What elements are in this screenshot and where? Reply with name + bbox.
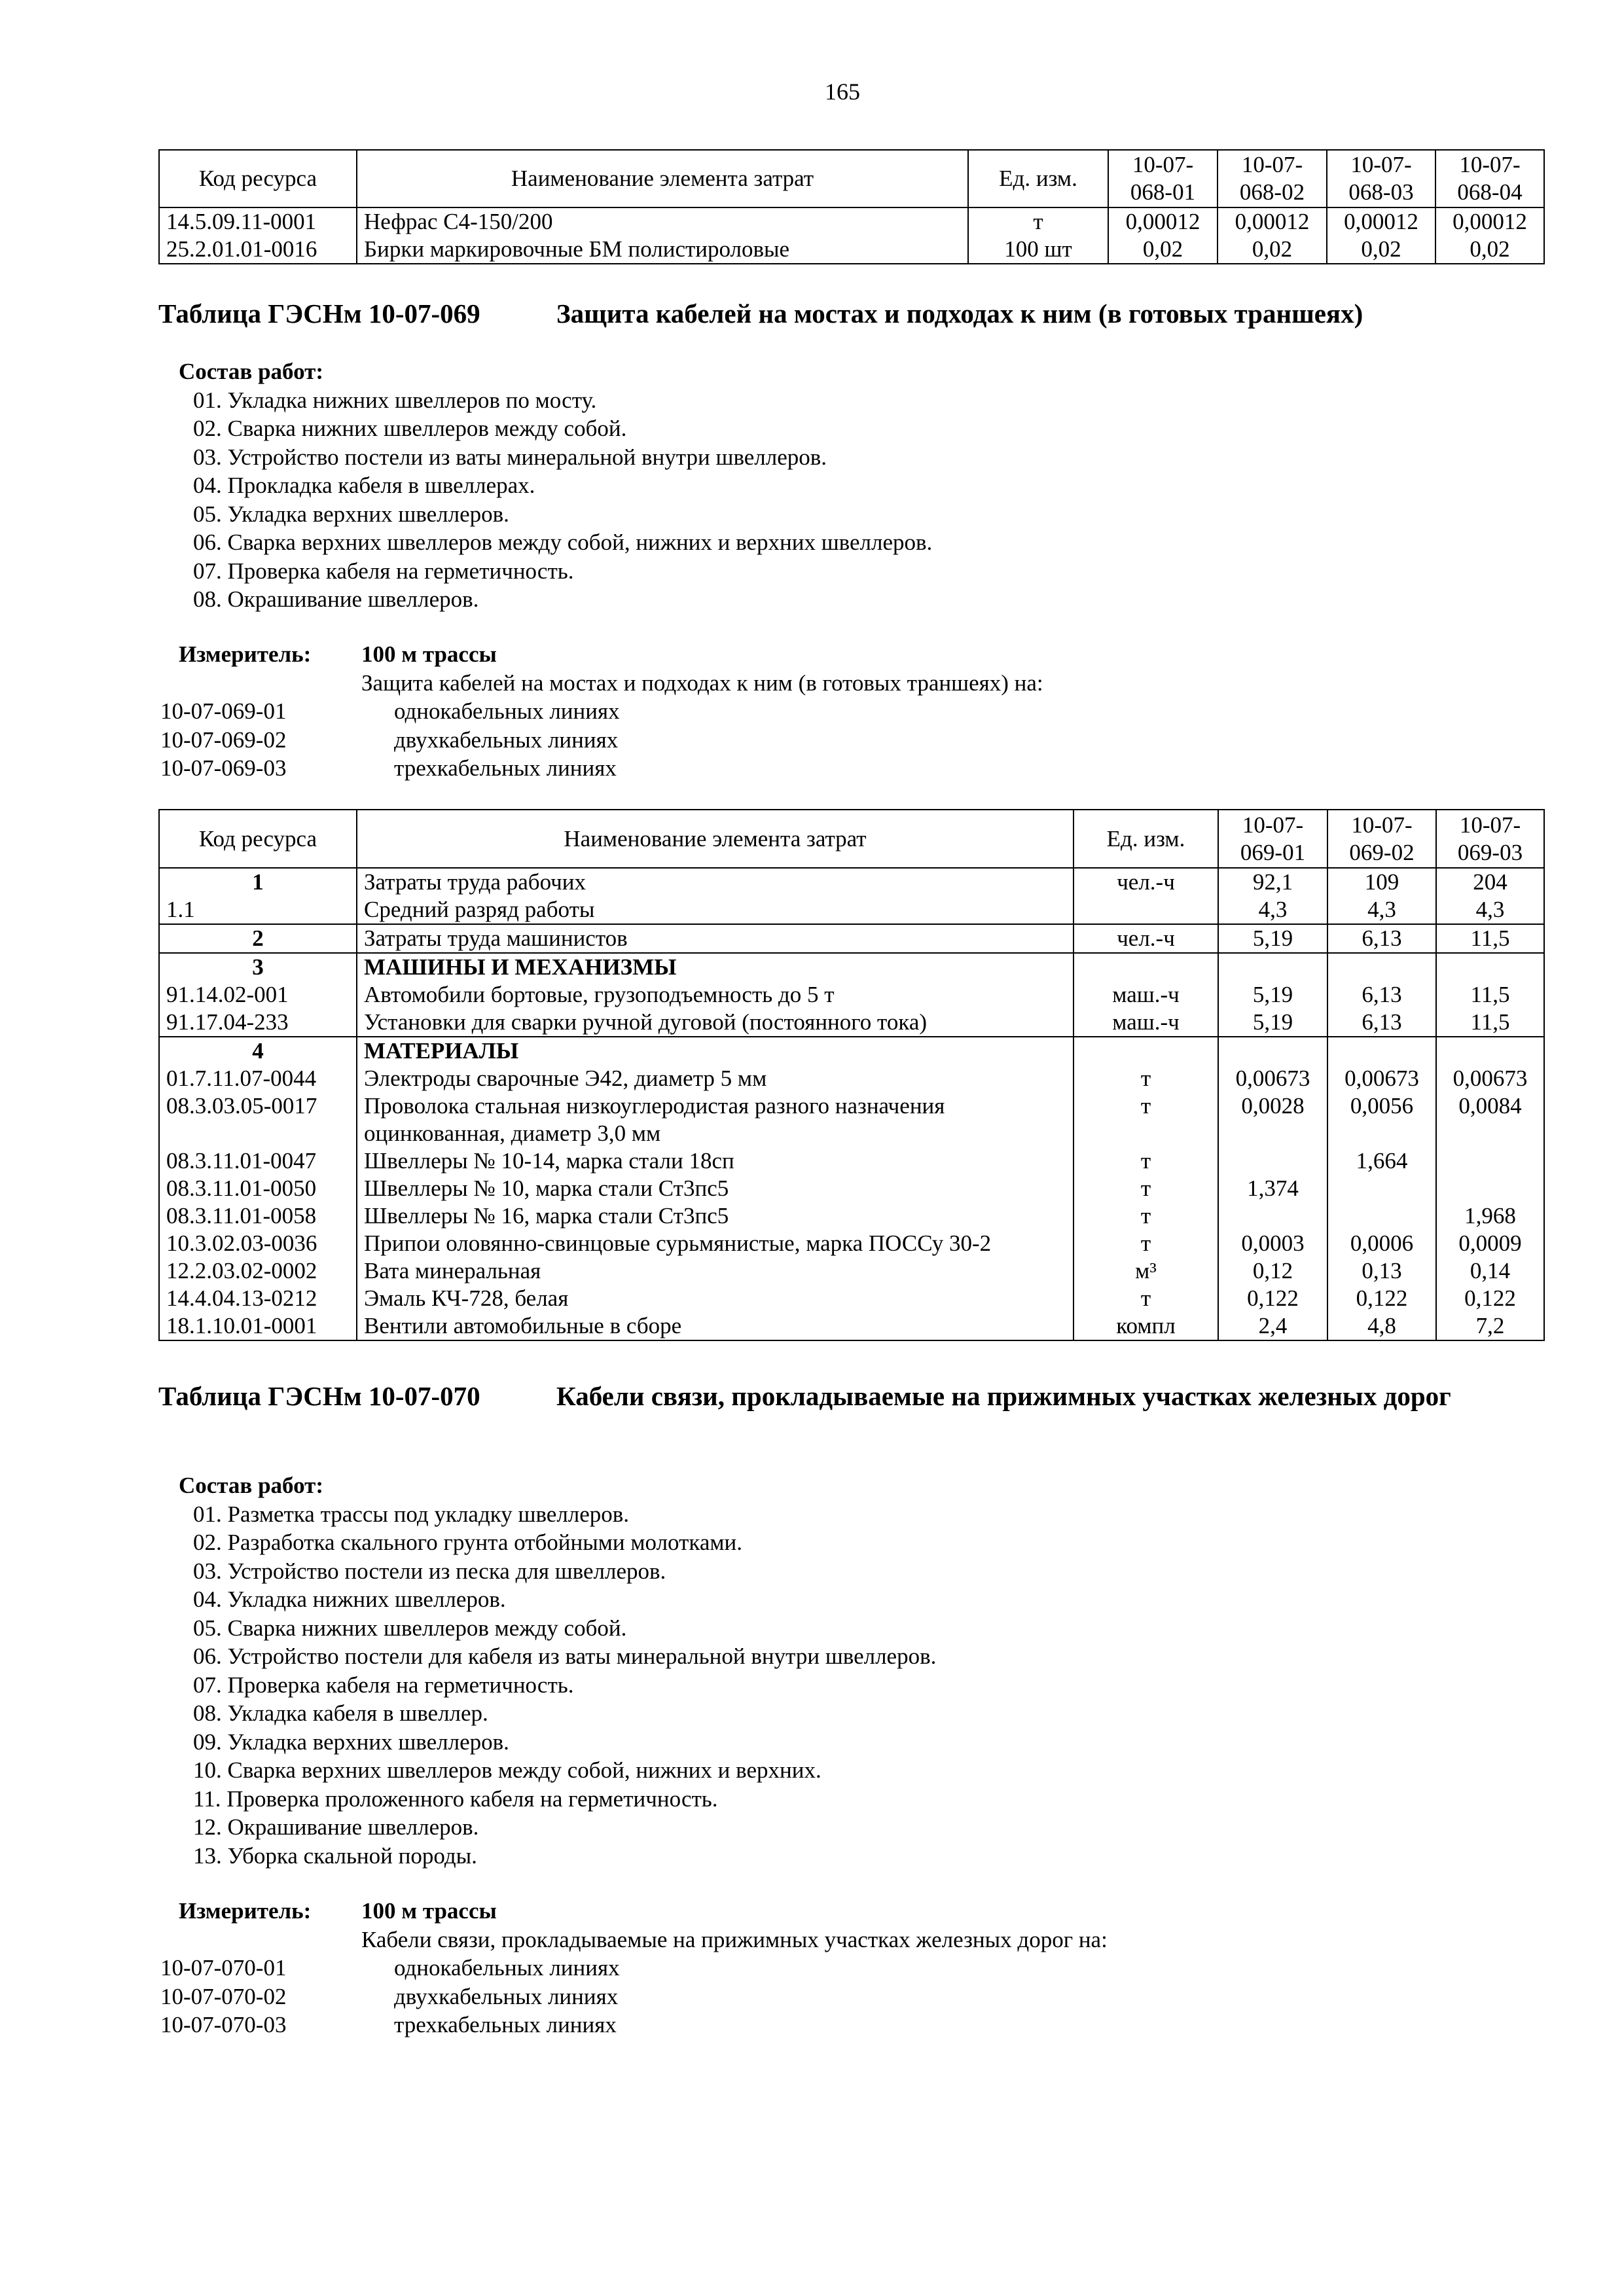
value-cell: 6,13 (1327, 924, 1436, 953)
value-cell (1327, 1175, 1436, 1202)
code-cell: 91.17.04-233 (159, 1009, 357, 1037)
table-row (159, 1230, 1544, 1257)
name-cell: Электроды сварочные Э42, диаметр 5 мм (357, 1065, 1074, 1092)
header-col: 10-07- 068-02 (1218, 150, 1327, 207)
unit-cell: 100 шт (968, 236, 1108, 264)
table-id: Таблица ГЭСНм 10-07-069 (158, 298, 480, 329)
value-cell (1218, 1202, 1327, 1230)
value-cell: 109 (1327, 868, 1436, 896)
header-col: 10-07- 069-03 (1436, 810, 1544, 868)
code-cell: 08.3.11.01-0058 (159, 1202, 357, 1230)
list-item: 06. Устройство постели для кабеля из ваты минеральной внутри швеллеров. (193, 1643, 937, 1669)
value-cell (1218, 953, 1327, 981)
meter-block-069 (160, 640, 1043, 783)
code-cell: 4 (159, 1037, 357, 1065)
value-cell: 0,00673 (1436, 1065, 1544, 1092)
list-item: 03. Устройство постели из ваты минеральной внутри швеллеров. (193, 444, 827, 470)
list-item: 01. Укладка нижних швеллеров по мосту. (193, 387, 597, 413)
item-code: 10-07-070-01 (160, 1955, 287, 1981)
code-cell: 91.14.02-001 (159, 981, 357, 1009)
name-cell: Проволока стальная низкоуглеродистая разного назначения оцинкованная, диаметр 3,0 мм (357, 1092, 1074, 1147)
code-cell: 14.4.04.13-0212 (159, 1285, 357, 1312)
value-cell: 5,19 (1218, 924, 1327, 953)
unit-cell: чел.-ч (1074, 924, 1218, 953)
header-code: Код ресурса (159, 810, 357, 868)
value-cell: 4,8 (1327, 1312, 1436, 1340)
list-item: 02. Сварка нижних швеллеров между собой. (193, 416, 627, 441)
header-col: 10-07- 068-03 (1327, 150, 1435, 207)
header-unit: Ед. изм. (968, 150, 1108, 207)
item-code: 10-07-069-02 (160, 726, 287, 753)
value-cell: 11,5 (1436, 924, 1544, 953)
meter-label: Измеритель: (179, 1898, 312, 1924)
unit-cell (1074, 953, 1218, 981)
header-code: Код ресурса (159, 150, 357, 207)
code-cell: 3 (159, 953, 357, 981)
name-cell: Припои оловянно-свинцовые сурьмянистые, марка ПОССу 30-2 (357, 1230, 1074, 1257)
code-cell: 08.3.11.01-0050 (159, 1175, 357, 1202)
header-col: 10-07- 068-04 (1435, 150, 1544, 207)
value-cell: 1,374 (1218, 1175, 1327, 1202)
header-unit: Ед. изм. (1074, 810, 1218, 868)
value-cell: 0,00673 (1218, 1065, 1327, 1092)
unit-cell: т (1074, 1092, 1218, 1147)
value-cell: 6,13 (1327, 1009, 1436, 1037)
meter-block-070 (160, 1897, 1108, 2039)
meter-value: 100 м трассы (361, 641, 497, 667)
table-title: Защита кабелей на мостах и подходах к ним (в готовых траншеях) (556, 298, 1363, 329)
works-label: Состав работ: (179, 1473, 323, 1498)
meter-description: Кабели связи, прокладываемые на прижимных участках железных дорог на: (361, 1926, 1108, 1952)
code-cell: 08.3.03.05-0017 (159, 1092, 357, 1147)
list-item: 10. Сварка верхних швеллеров между собой, нижних и верхних. (193, 1757, 821, 1783)
unit-cell: т (1074, 1065, 1218, 1092)
value-cell: 0,0084 (1436, 1092, 1544, 1147)
value-cell: 0,122 (1327, 1285, 1436, 1312)
value-cell: 6,13 (1327, 981, 1436, 1009)
value-cell: 0,12 (1218, 1257, 1327, 1285)
table-row (159, 1312, 1544, 1340)
value-cell (1218, 1037, 1327, 1065)
value-cell: 0,00012 (1327, 207, 1435, 236)
table-row (159, 924, 1544, 953)
resource-table-068 (158, 149, 1545, 264)
name-cell: Средний разряд работы (357, 896, 1074, 924)
code-cell: 1.1 (159, 896, 357, 924)
item-text: трехкабельных линиях (394, 755, 617, 781)
table-row (159, 896, 1544, 924)
list-item: 04. Прокладка кабеля в швеллерах. (193, 473, 535, 498)
value-cell: 0,00012 (1218, 207, 1327, 236)
value-cell: 0,122 (1436, 1285, 1544, 1312)
name-cell: Затраты труда рабочих (357, 868, 1074, 896)
table-row (159, 1257, 1544, 1285)
page-number: 165 (825, 79, 860, 105)
code-cell: 2 (159, 924, 357, 953)
unit-cell: чел.-ч (1074, 868, 1218, 896)
table-row (159, 1065, 1544, 1092)
name-cell: Швеллеры № 16, марка стали Ст3пс5 (357, 1202, 1074, 1230)
value-cell (1436, 1175, 1544, 1202)
value-cell: 92,1 (1218, 868, 1327, 896)
item-text: двухкабельных линиях (394, 726, 619, 753)
list-item: 07. Проверка кабеля на герметичность. (193, 558, 574, 584)
value-cell (1327, 1037, 1436, 1065)
code-cell: 10.3.02.03-0036 (159, 1230, 357, 1257)
list-item: 05. Укладка верхних швеллеров. (193, 501, 509, 527)
table-row (159, 1092, 1544, 1147)
table-row (159, 868, 1544, 896)
unit-cell: т (1074, 1175, 1218, 1202)
value-cell: 2,4 (1218, 1312, 1327, 1340)
value-cell: 5,19 (1218, 1009, 1327, 1037)
unit-cell (1074, 1037, 1218, 1065)
value-cell (1218, 1147, 1327, 1175)
name-cell: Затраты труда машинистов (357, 924, 1074, 953)
table-row (159, 1147, 1544, 1175)
table-id: Таблица ГЭСНм 10-07-070 (158, 1381, 480, 1411)
value-cell: 0,14 (1436, 1257, 1544, 1285)
table-row (159, 953, 1544, 981)
list-item: 08. Укладка кабеля в швеллер. (193, 1700, 488, 1726)
list-item: 02. Разработка скального грунта отбойными молотками. (193, 1530, 743, 1555)
list-item: 06. Сварка верхних швеллеров между собой, нижних и верхних швеллеров. (193, 529, 933, 555)
resource-table-body (159, 868, 1544, 1340)
works-list-069 (179, 357, 932, 614)
unit-cell: маш.-ч (1074, 981, 1218, 1009)
value-cell: 7,2 (1436, 1312, 1544, 1340)
header-col: 10-07- 069-02 (1327, 810, 1436, 868)
value-cell: 0,122 (1218, 1285, 1327, 1312)
value-cell: 0,00012 (1108, 207, 1218, 236)
value-cell: 0,02 (1327, 236, 1435, 264)
list-item: 07. Проверка кабеля на герметичность. (193, 1672, 574, 1698)
value-cell: 204 (1436, 868, 1544, 896)
unit-cell: т (1074, 1147, 1218, 1175)
list-item: 12. Окрашивание швеллеров. (193, 1814, 479, 1840)
header-name: Наименование элемента затрат (357, 150, 968, 207)
value-cell: 0,0009 (1436, 1230, 1544, 1257)
item-text: однокабельных линиях (394, 1955, 620, 1981)
works-label: Состав работ: (179, 359, 323, 384)
meter-description: Защита кабелей на мостах и подходах к ним (в готовых траншеях) на: (361, 670, 1043, 696)
name-cell: Бирки маркировочные БМ полистироловые (357, 236, 968, 264)
header-name: Наименование элемента затрат (357, 810, 1074, 868)
unit-cell: т (1074, 1285, 1218, 1312)
item-text: однокабельных линиях (394, 698, 620, 724)
list-item: 04. Укладка нижних швеллеров. (193, 1587, 506, 1612)
code-cell: 12.2.03.02-0002 (159, 1257, 357, 1285)
item-code: 10-07-070-03 (160, 2012, 287, 2037)
name-cell: Вата минеральная (357, 1257, 1074, 1285)
table-row (159, 207, 1544, 236)
table-row (159, 1009, 1544, 1037)
value-cell: 0,00673 (1327, 1065, 1436, 1092)
meter-value: 100 м трассы (361, 1898, 497, 1924)
resource-table-069 (158, 809, 1545, 1341)
value-cell: 11,5 (1436, 1009, 1544, 1037)
value-cell: 0,0056 (1327, 1092, 1436, 1147)
code-cell: 25.2.01.01-0016 (159, 236, 357, 264)
table-row (159, 981, 1544, 1009)
section-title-070 (158, 1378, 1559, 1452)
value-cell: 0,02 (1108, 236, 1218, 264)
unit-cell: маш.-ч (1074, 1009, 1218, 1037)
name-cell: Швеллеры № 10, марка стали Ст3пс5 (357, 1175, 1074, 1202)
header-col: 10-07- 068-01 (1108, 150, 1218, 207)
item-code: 10-07-070-02 (160, 1983, 287, 2009)
table-row (159, 1285, 1544, 1312)
value-cell (1436, 953, 1544, 981)
value-cell: 11,5 (1436, 981, 1544, 1009)
value-cell: 4,3 (1436, 896, 1544, 924)
table-title: Кабели связи, прокладываемые на прижимных участках железных дорог (556, 1381, 1451, 1411)
table-row (159, 236, 1544, 264)
table-row (159, 1037, 1544, 1065)
code-cell: 08.3.11.01-0047 (159, 1147, 357, 1175)
item-code: 10-07-069-03 (160, 755, 287, 781)
code-cell: 14.5.09.11-0001 (159, 207, 357, 236)
list-item: 03. Устройство постели из песка для швеллеров. (193, 1558, 666, 1584)
unit-cell: т (968, 207, 1108, 236)
value-cell: 1,664 (1327, 1147, 1436, 1175)
name-cell: Вентили автомобильные в сборе (357, 1312, 1074, 1340)
header-col: 10-07- 069-01 (1218, 810, 1327, 868)
name-cell: Установки для сварки ручной дуговой (постоянного тока) (357, 1009, 1074, 1037)
value-cell (1436, 1037, 1544, 1065)
item-text: двухкабельных линиях (394, 1983, 619, 2009)
unit-cell: компл (1074, 1312, 1218, 1340)
item-code: 10-07-069-01 (160, 698, 287, 724)
code-cell: 18.1.10.01-0001 (159, 1312, 357, 1340)
value-cell (1327, 1202, 1436, 1230)
list-item: 01. Разметка трассы под укладку швеллеров. (193, 1501, 630, 1527)
works-list-070 (179, 1471, 936, 1870)
list-item: 08. Окрашивание швеллеров. (193, 586, 479, 612)
value-cell: 0,0028 (1218, 1092, 1327, 1147)
value-cell: 0,13 (1327, 1257, 1436, 1285)
value-cell (1436, 1147, 1544, 1175)
code-cell: 01.7.11.07-0044 (159, 1065, 357, 1092)
unit-cell: т (1074, 1230, 1218, 1257)
name-cell: Нефрас С4-150/200 (357, 207, 968, 236)
value-cell: 1,968 (1436, 1202, 1544, 1230)
name-cell: Эмаль КЧ-728, белая (357, 1285, 1074, 1312)
list-item: 05. Сварка нижних швеллеров между собой. (193, 1615, 627, 1641)
unit-cell: т (1074, 1202, 1218, 1230)
value-cell: 0,02 (1218, 236, 1327, 264)
value-cell: 5,19 (1218, 981, 1327, 1009)
item-text: трехкабельных линиях (394, 2012, 617, 2037)
value-cell: 0,02 (1435, 236, 1544, 264)
table-row (159, 1202, 1544, 1230)
list-item: 09. Укладка верхних швеллеров. (193, 1729, 509, 1755)
code-cell: 1 (159, 868, 357, 896)
meter-label: Измеритель: (179, 641, 312, 667)
name-cell: Швеллеры № 10-14, марка стали 18сп (357, 1147, 1074, 1175)
name-cell: Автомобили бортовые, грузоподъемность до 5 т (357, 981, 1074, 1009)
table-row (159, 1175, 1544, 1202)
value-cell: 0,00012 (1435, 207, 1544, 236)
name-cell: МАТЕРИАЛЫ (357, 1037, 1074, 1065)
value-cell (1327, 953, 1436, 981)
unit-cell: м³ (1074, 1257, 1218, 1285)
value-cell: 4,3 (1218, 896, 1327, 924)
value-cell: 4,3 (1327, 896, 1436, 924)
unit-cell (1074, 896, 1218, 924)
name-cell: МАШИНЫ И МЕХАНИЗМЫ (357, 953, 1074, 981)
value-cell: 0,0006 (1327, 1230, 1436, 1257)
list-item: 11. Проверка проложенного кабеля на герметичность. (193, 1785, 718, 1812)
value-cell: 0,0003 (1218, 1230, 1327, 1257)
list-item: 13. Уборка скальной породы. (193, 1842, 477, 1869)
